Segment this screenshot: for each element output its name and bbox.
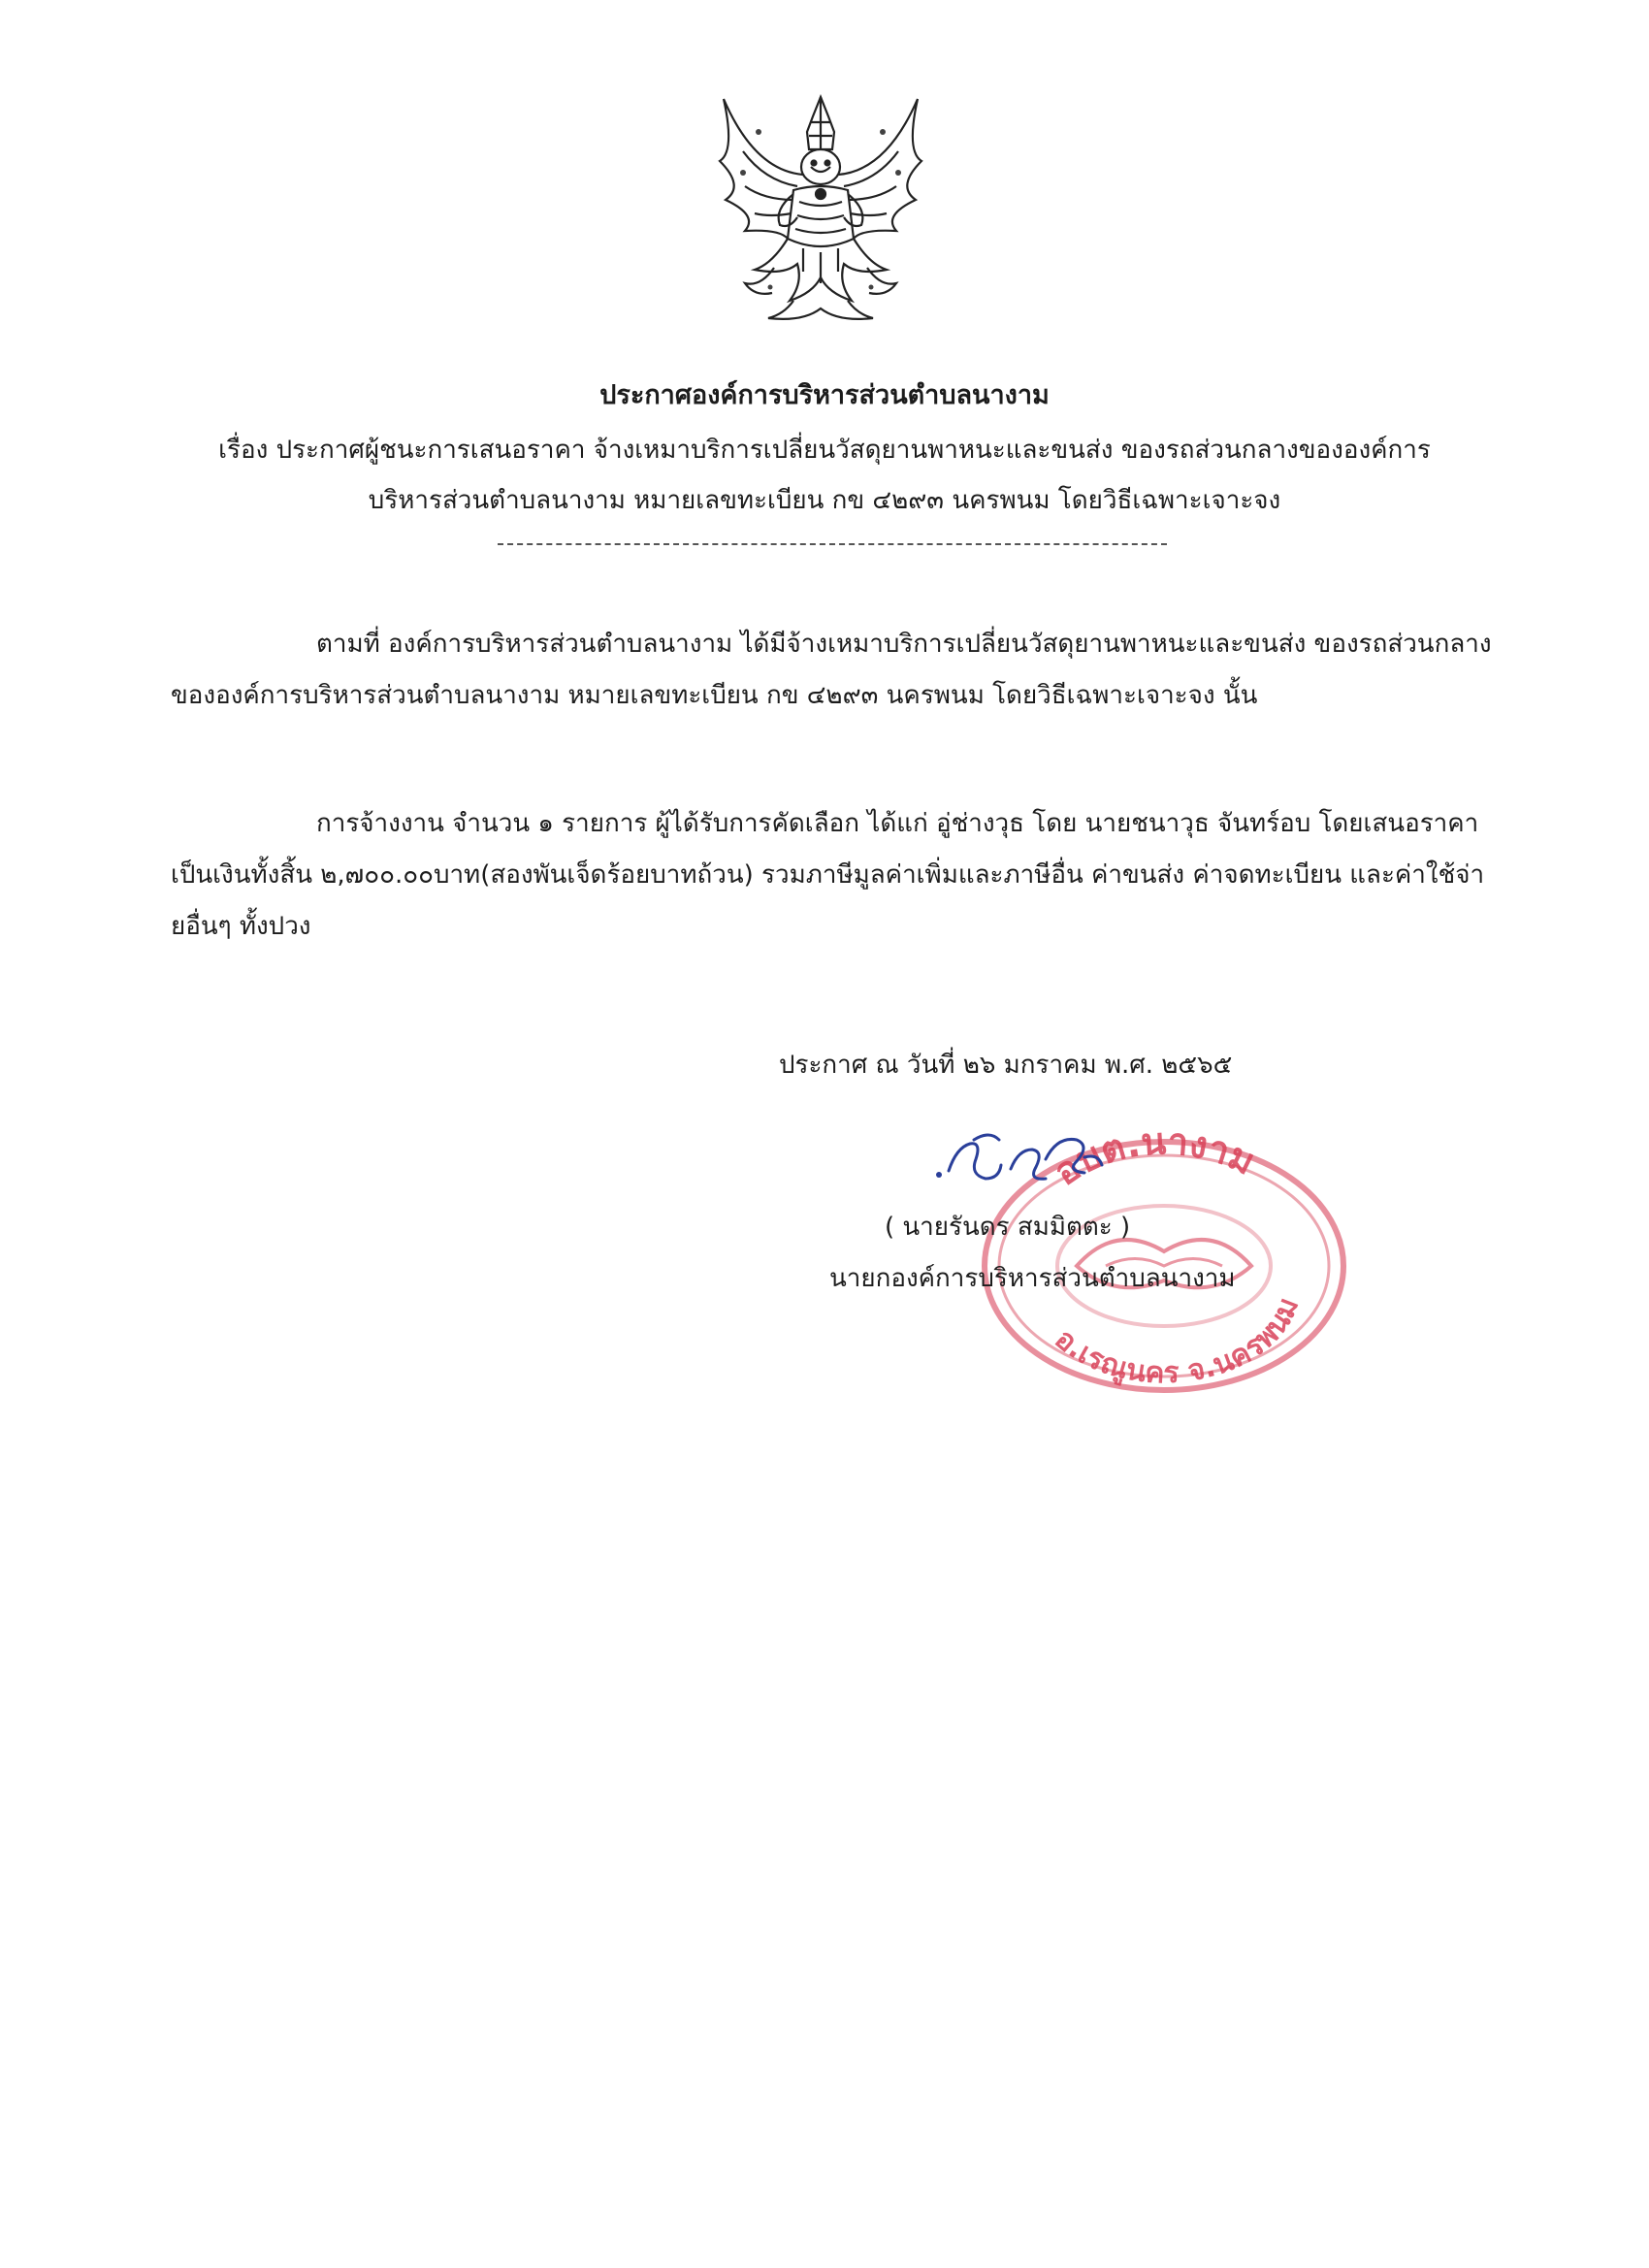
paragraph-2-text: การจ้างงาน จำนวน ๑ รายการ ผู้ได้รับการคัดเลือก ได้แก่ อู่ช่างวุธ โดย นายชนาวุธ จันทร์อบ โดยเสนอราคา เป็นเงินทั้งสิ้น ๒,๗๐๐.๐๐บาท(สองพันเจ็ดร้อยบาทถ้วน) รวมภาษีมูลค่าเพิ่มและภาษีอื่น ค่าขนส่ง ค่าจดทะเบียน และค่าใช้จ่ายอื่นๆ ทั้งปวง: [171, 809, 1485, 941]
garuda-emblem-icon: [716, 93, 925, 324]
handwritten-signature-icon: [931, 1111, 1154, 1208]
dashed-divider: [498, 543, 1167, 545]
body-paragraph-2: [171, 798, 1492, 953]
signer-name: ( นายรันดร สมมิตตะ ): [885, 1213, 1131, 1242]
announcement-title: ประกาศองค์การบริหารส่วนตำบลนางาม: [599, 380, 1050, 410]
signer-position: นายกองค์การบริหารส่วนตำบลนางาม: [829, 1264, 1236, 1293]
subject-line-2: บริหารส่วนตำบลนางาม หมายเลขทะเบียน กข ๔๒๙๓ นครพนม โดยวิธีเฉพาะเจาะจง: [368, 486, 1281, 515]
announcement-date: ประกาศ ณ วันที่ ๒๖ มกราคม พ.ศ. ๒๕๖๕: [779, 1051, 1233, 1080]
body-paragraph-1: [171, 619, 1492, 722]
announcement-subject: [0, 425, 1649, 526]
paragraph-1-text: ตามที่ องค์การบริหารส่วนตำบลนางาม ได้มีจ้างเหมาบริการเปลี่ยนวัสดุยานพาหนะและขนส่ง ของรถส่วนกลางขององค์การบริหารส่วนตำบลนางาม หมายเลขทะเบียน กข ๔๒๙๓ นครพนม โดยวิธีเฉพาะเจาะจง นั้น: [171, 630, 1492, 710]
subject-line-1: เรื่อง ประกาศผู้ชนะการเสนอราคา จ้างเหมาบริการเปลี่ยนวัสดุยานพาหนะและขนส่ง ของรถส่วนกลางขององค์การ: [218, 436, 1431, 465]
stamp-top-text: อบต.นางาม: [1046, 1119, 1262, 1194]
stamp-bottom-text: อ.เรณูนคร จ.นครพนม: [1048, 1292, 1307, 1391]
